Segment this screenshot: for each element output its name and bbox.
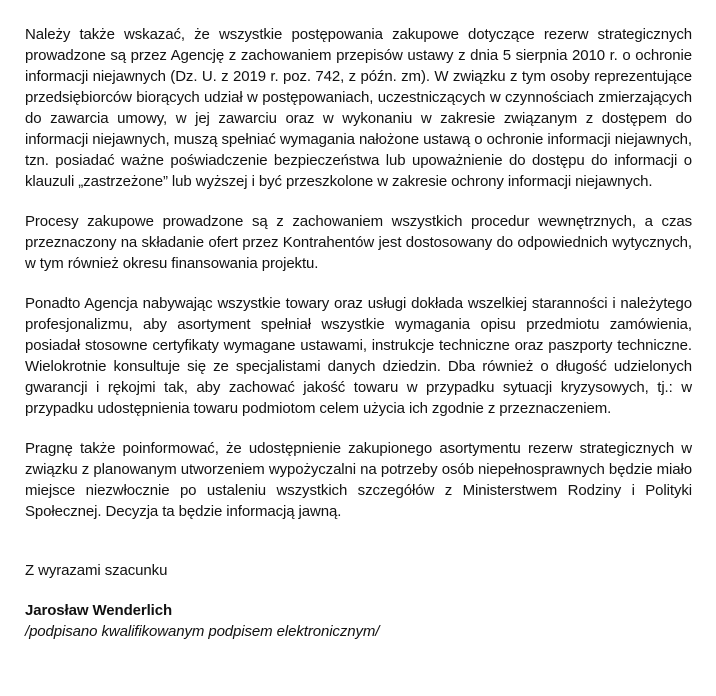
- paragraph-procurement-procedures: Procesy zakupowe prowadzone są z zachowaniem wszystkich procedur wewnętrznych, a czas przeznaczony na składanie ofert przez Kontrahentów jest dostosowany do odpowiednich wytycznych, w tym również okresu finansowania projektu.: [25, 213, 692, 272]
- paragraph-legal-basis: Należy także wskazać, że wszystkie postępowania zakupowe dotyczące rezerw strategicznych prowadzone są przez Agencję z zachowaniem przepisów ustawy z dnia 5 sierpnia 2010 r. o ochronie informacji niejawnych (Dz. U. z 2019 r. poz. 742, z późn. zm). W związku z tym osoby reprezentujące przedsiębiorców biorących udział w postępowaniach, uczestniczących w czynnościach zmierzających do zawarcia umowy, w jej zawarciu oraz w wykonaniu w zakresie związanym z dostępem do informacji niejawnych, muszą spełniać wymagania nałożone ustawą o ochronie informacji niejawnych, tzn. posiadać ważne poświadczenie bezpieczeństwa lub upoważnienie do dostępu do informacji o klauzuli „zastrzeżone” lub wyższej i być przeszkolone w zakresie ochrony informacji niejawnych.: [25, 26, 692, 190]
- paragraph-quality-assurance: Ponadto Agencja nabywając wszystkie towary oraz usługi dokłada wszelkiej staranności i należytego profesjonalizmu, aby asortyment spełniał wszystkie wymagania opisu przedmiotu zamówienia, posiadał stosowne certyfikaty wymagane ustawami, instrukcje techniczne oraz paszporty techniczne. Wielokrotnie konsultuje się ze specjalistami danych dziedzin. Dba również o długość udzielonych gwarancji i rękojmi tak, aby zachować jakość towaru w przypadku sytuacji kryzysowych, tj.: w przypadku udostępnienia towaru podmiotom celem użycia ich zgodnie z przeznaczeniem.: [25, 295, 692, 417]
- paragraph-lending-facility: Pragnę także poinformować, że udostępnienie zakupionego asortymentu rezerw strategicznych w związku z planowanym utworzeniem wypożyczalni na potrzeby osób niepełnosprawnych będzie miało miejsce niezwłocznie po ustaleniu wszystkich szczegółów z Ministerstwem Rodziny i Polityki Społecznej. Decyzja ta będzie informacją jawną.: [25, 440, 692, 520]
- signature-name: Jarosław Wenderlich: [25, 602, 173, 619]
- closing-salutation: Z wyrazami szacunku: [25, 562, 168, 579]
- signature-electronic-note: /podpisano kwalifikowanym podpisem elektronicznym/: [25, 623, 380, 640]
